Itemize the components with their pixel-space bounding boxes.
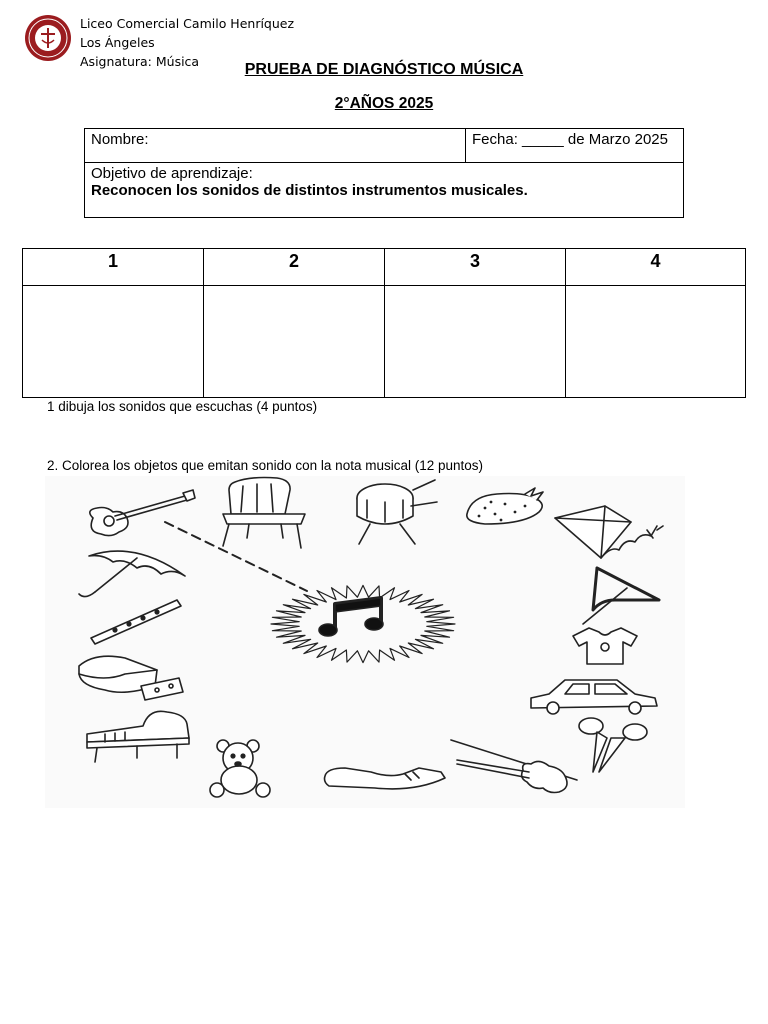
page-title [0,61,768,79]
question-1: 1 dibuja los sonidos que escuchas (4 puntos) [47,399,318,414]
drawing-cell-4[interactable] [566,286,746,398]
subject-line: Asignatura: Música [80,54,200,69]
drawing-cell-3[interactable] [385,286,566,398]
page-title-text: PRUEBA DE DIAGNÓSTICO MÚSICA [244,61,524,78]
coloring-illustration [45,476,685,808]
school-city: Los Ángeles [80,35,155,50]
date-label: Fecha: _____ de Marzo 2025 [472,131,668,148]
objective-text: Reconocen los sonidos de distintos instrumentos musicales. [91,182,528,199]
column-header-3: 3 [385,249,566,286]
sound-table [22,248,746,398]
column-header-4: 4 [566,249,746,286]
objective-cell [85,163,684,218]
column-header-1: 1 [23,249,204,286]
info-table [84,128,684,218]
question-2: 2. Colorea los objetos que emitan sonido con la nota musical (12 puntos) [47,458,484,473]
school-logo [24,14,72,62]
date-field[interactable] [466,129,684,163]
column-header-2: 2 [204,249,385,286]
drawing-cell-2[interactable] [204,286,385,398]
name-label: Nombre: [91,131,149,148]
drawing-cell-1[interactable] [23,286,204,398]
page-subtitle [0,95,768,113]
school-name: Liceo Comercial Camilo Henríquez [80,16,295,31]
objective-label: Objetivo de aprendizaje: [91,165,253,182]
name-field[interactable] [85,129,466,163]
page-subtitle-text: 2°AÑOS 2025 [334,95,434,112]
